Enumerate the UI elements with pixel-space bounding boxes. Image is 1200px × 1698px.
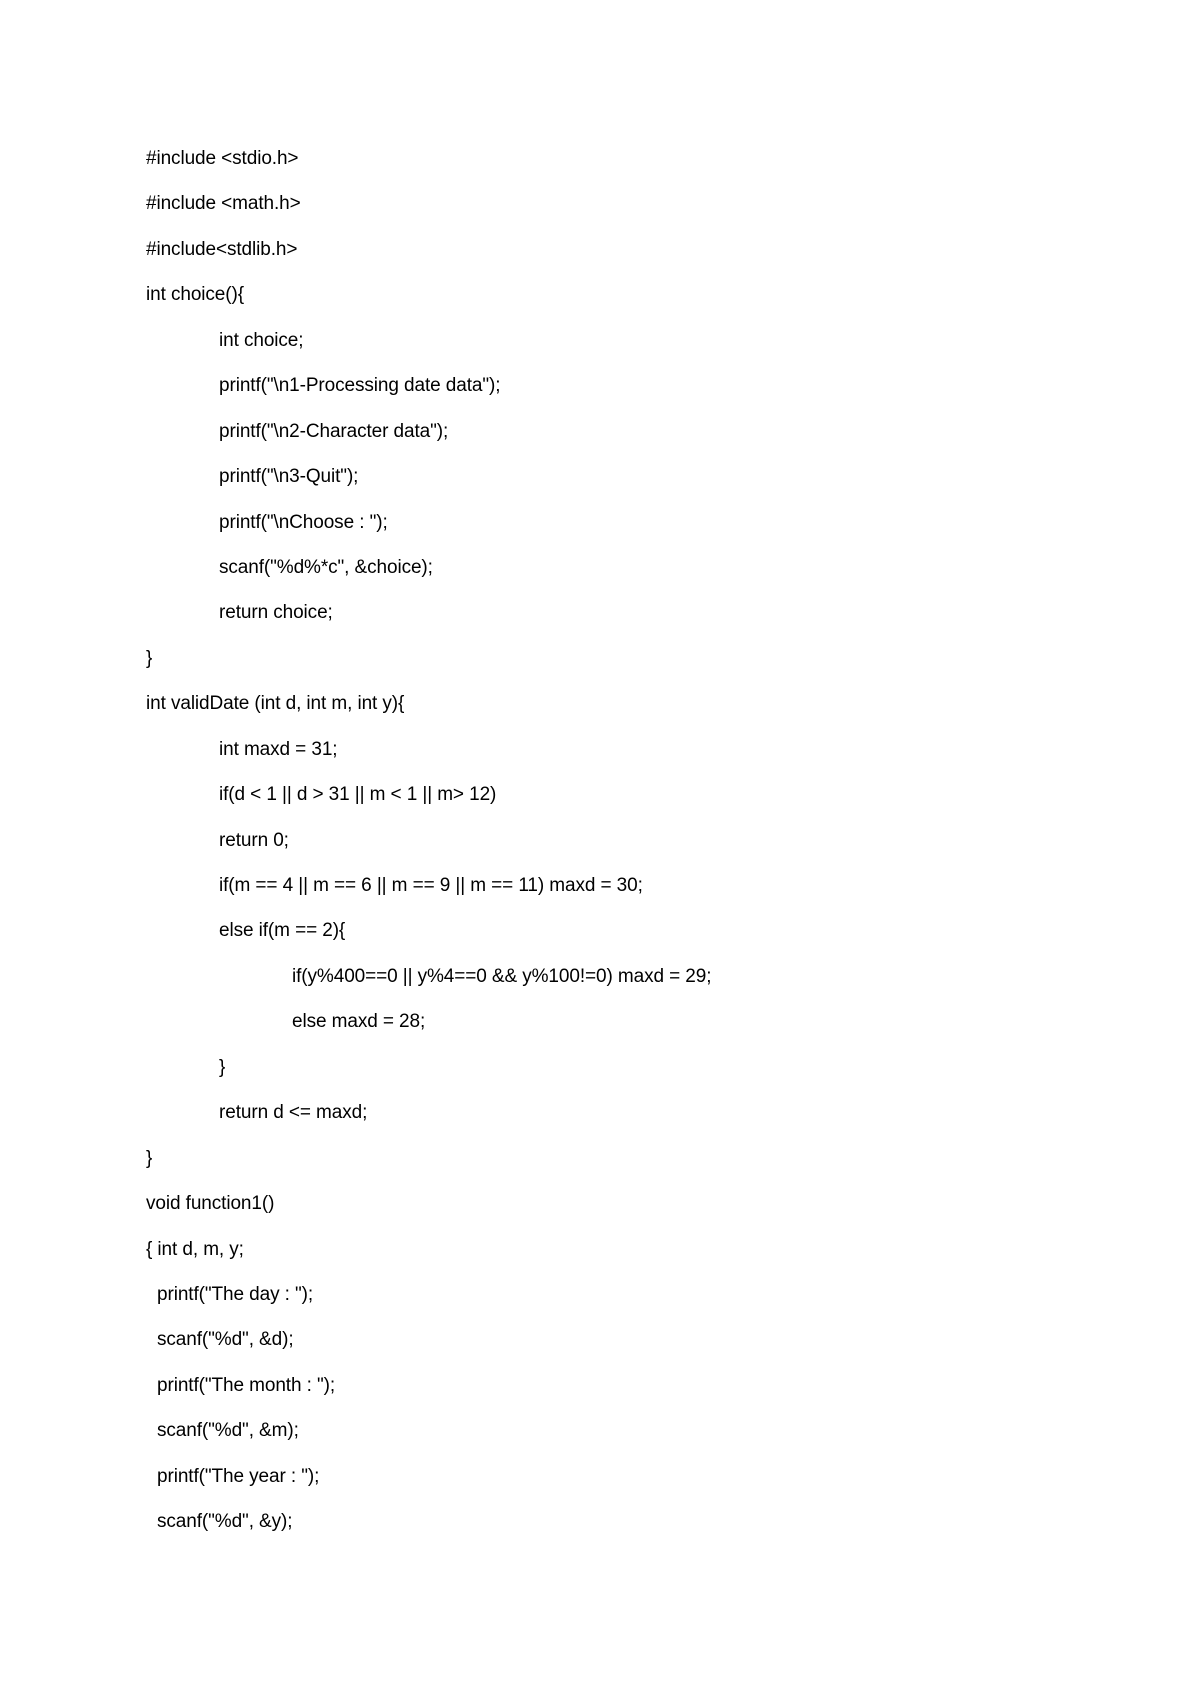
code-line: int choice; (219, 329, 304, 351)
code-line: #include <math.h> (146, 193, 301, 215)
code-line: } (146, 1147, 153, 1169)
code-line: scanf("%d", &y); (157, 1511, 293, 1533)
code-line: int maxd = 31; (219, 738, 338, 760)
code-line: #include <stdio.h> (146, 148, 299, 169)
code-line: else maxd = 28; (292, 1011, 426, 1033)
code-line: printf("\n1-Processing date data"); (219, 375, 501, 397)
code-line: scanf("%d", &d); (157, 1329, 294, 1351)
code-line: void function1() (146, 1193, 275, 1215)
code-line: return 0; (219, 829, 289, 851)
code-line: printf("The month : "); (157, 1374, 336, 1396)
code-line: int choice(){ (146, 284, 244, 306)
code-line: return d <= maxd; (219, 1102, 368, 1124)
code-line: printf("\nChoose : "); (219, 511, 388, 533)
code-line: scanf("%d%*c", &choice); (219, 556, 433, 578)
code-line: printf("\n3-Quit"); (219, 466, 359, 488)
code-line: } (146, 647, 153, 669)
code-line: scanf("%d", &m); (157, 1420, 299, 1442)
code-line: if(y%400==0 || y%4==0 && y%100!=0) maxd = 29; (292, 965, 712, 987)
code-line: else if(m == 2){ (219, 920, 346, 942)
code-line: return choice; (219, 602, 333, 624)
code-listing (146, 146, 711, 1555)
code-line: #include<stdlib.h> (146, 238, 298, 260)
code-line: { int d, m, y; (146, 1238, 244, 1260)
code-line: if(d < 1 || d > 31 || m < 1 || m> 12) (219, 784, 497, 806)
code-line: printf("The day : "); (157, 1283, 314, 1305)
code-line: } (219, 1056, 226, 1078)
code-line: printf("\n2-Character data"); (219, 420, 449, 442)
code-line: int validDate (int d, int m, int y){ (146, 693, 405, 715)
code-line: if(m == 4 || m == 6 || m == 9 || m == 11) maxd = 30; (219, 875, 643, 896)
code-line: printf("The year : "); (157, 1465, 320, 1487)
